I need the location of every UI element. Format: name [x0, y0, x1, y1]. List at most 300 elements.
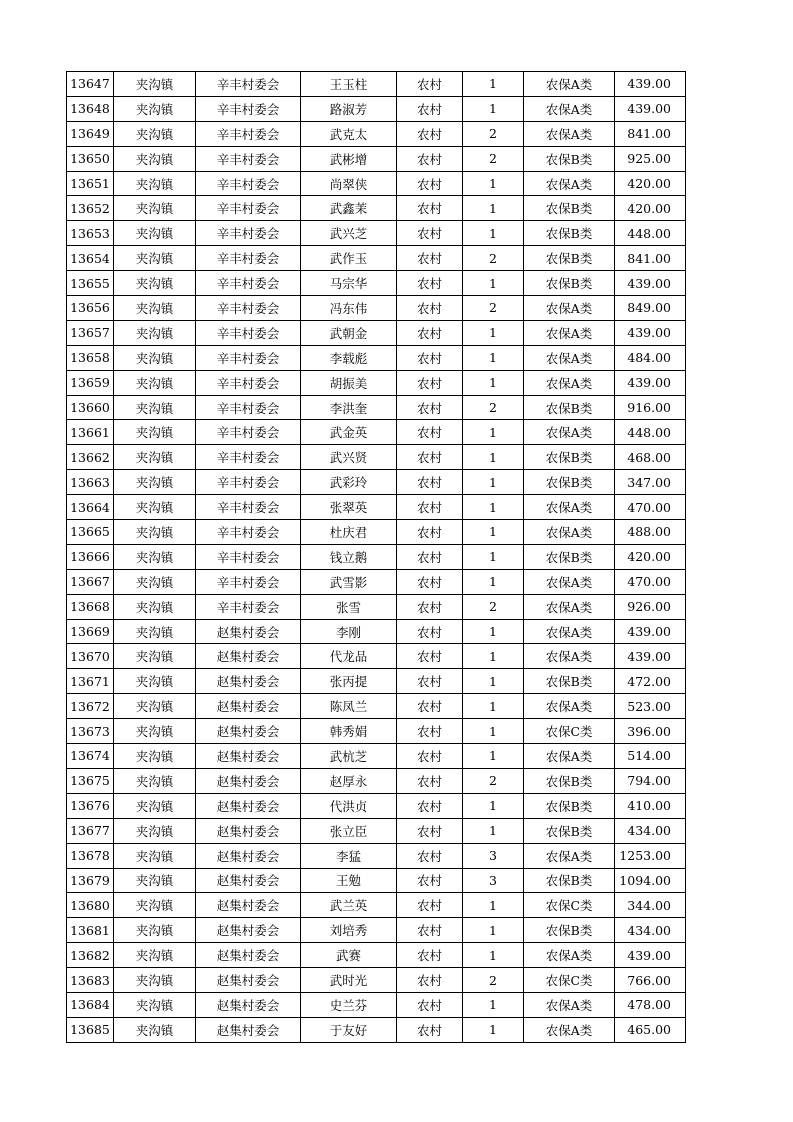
household-size-cell: 2: [463, 121, 524, 146]
town-cell: 夹沟镇: [114, 296, 196, 321]
town-cell: 夹沟镇: [114, 121, 196, 146]
name-cell: 王勉: [301, 868, 397, 893]
area-type-cell: 农村: [397, 818, 463, 843]
record-id-cell: 13672: [67, 694, 114, 719]
household-size-cell: 1: [463, 719, 524, 744]
table-row: [67, 246, 686, 271]
town-cell: 夹沟镇: [114, 1017, 196, 1042]
household-size-cell: 1: [463, 818, 524, 843]
household-size-cell: 3: [463, 843, 524, 868]
village-cell: 辛丰村委会: [196, 370, 301, 395]
amount-cell: 420.00: [615, 544, 686, 569]
table-row: [67, 594, 686, 619]
table-row: [67, 72, 686, 97]
area-type-cell: 农村: [397, 644, 463, 669]
record-id-cell: 13652: [67, 196, 114, 221]
record-id-cell: 13684: [67, 992, 114, 1017]
name-cell: 武鑫茉: [301, 196, 397, 221]
village-cell: 辛丰村委会: [196, 420, 301, 445]
area-type-cell: 农村: [397, 744, 463, 769]
record-id-cell: 13685: [67, 1017, 114, 1042]
name-cell: 代洪贞: [301, 793, 397, 818]
category-cell: 农保A类: [524, 370, 615, 395]
household-size-cell: 1: [463, 221, 524, 246]
name-cell: 冯东伟: [301, 296, 397, 321]
area-type-cell: 农村: [397, 719, 463, 744]
name-cell: 武雪影: [301, 569, 397, 594]
town-cell: 夹沟镇: [114, 345, 196, 370]
area-type-cell: 农村: [397, 72, 463, 97]
area-type-cell: 农村: [397, 619, 463, 644]
record-id-cell: 13681: [67, 918, 114, 943]
area-type-cell: 农村: [397, 893, 463, 918]
area-type-cell: 农村: [397, 445, 463, 470]
town-cell: 夹沟镇: [114, 694, 196, 719]
area-type-cell: 农村: [397, 246, 463, 271]
record-id-cell: 13664: [67, 495, 114, 520]
household-size-cell: 2: [463, 594, 524, 619]
name-cell: 李刚: [301, 619, 397, 644]
household-size-cell: 1: [463, 893, 524, 918]
amount-cell: 434.00: [615, 918, 686, 943]
town-cell: 夹沟镇: [114, 196, 196, 221]
village-cell: 辛丰村委会: [196, 569, 301, 594]
table-row: [67, 96, 686, 121]
category-cell: 农保B类: [524, 768, 615, 793]
household-size-cell: 1: [463, 992, 524, 1017]
table-row: [67, 370, 686, 395]
household-size-cell: 1: [463, 271, 524, 296]
category-cell: 农保B类: [524, 271, 615, 296]
table-row: [67, 893, 686, 918]
name-cell: 武金英: [301, 420, 397, 445]
name-cell: 赵厚永: [301, 768, 397, 793]
village-cell: 辛丰村委会: [196, 96, 301, 121]
village-cell: 辛丰村委会: [196, 520, 301, 545]
table-row: [67, 569, 686, 594]
area-type-cell: 农村: [397, 992, 463, 1017]
table-row: [67, 520, 686, 545]
area-type-cell: 农村: [397, 669, 463, 694]
name-cell: 武朝金: [301, 320, 397, 345]
village-cell: 辛丰村委会: [196, 121, 301, 146]
household-size-cell: 1: [463, 669, 524, 694]
amount-cell: 470.00: [615, 569, 686, 594]
household-size-cell: 2: [463, 768, 524, 793]
amount-cell: 439.00: [615, 619, 686, 644]
record-id-cell: 13660: [67, 395, 114, 420]
area-type-cell: 农村: [397, 146, 463, 171]
table-row: [67, 843, 686, 868]
town-cell: 夹沟镇: [114, 72, 196, 97]
record-id-cell: 13667: [67, 569, 114, 594]
category-cell: 农保B类: [524, 793, 615, 818]
table-row: [67, 296, 686, 321]
category-cell: 农保A类: [524, 943, 615, 968]
village-cell: 赵集村委会: [196, 768, 301, 793]
record-id-cell: 13683: [67, 968, 114, 993]
record-id-cell: 13659: [67, 370, 114, 395]
area-type-cell: 农村: [397, 868, 463, 893]
amount-cell: 849.00: [615, 296, 686, 321]
record-id-cell: 13649: [67, 121, 114, 146]
name-cell: 钱立鹅: [301, 544, 397, 569]
category-cell: 农保A类: [524, 96, 615, 121]
town-cell: 夹沟镇: [114, 221, 196, 246]
town-cell: 夹沟镇: [114, 420, 196, 445]
town-cell: 夹沟镇: [114, 719, 196, 744]
category-cell: 农保A类: [524, 644, 615, 669]
household-size-cell: 1: [463, 943, 524, 968]
area-type-cell: 农村: [397, 370, 463, 395]
record-id-cell: 13666: [67, 544, 114, 569]
category-cell: 农保B类: [524, 918, 615, 943]
amount-cell: 439.00: [615, 644, 686, 669]
amount-cell: 347.00: [615, 470, 686, 495]
area-type-cell: 农村: [397, 495, 463, 520]
area-type-cell: 农村: [397, 694, 463, 719]
category-cell: 农保B类: [524, 868, 615, 893]
village-cell: 辛丰村委会: [196, 445, 301, 470]
household-size-cell: 1: [463, 520, 524, 545]
household-size-cell: 1: [463, 96, 524, 121]
town-cell: 夹沟镇: [114, 868, 196, 893]
town-cell: 夹沟镇: [114, 395, 196, 420]
village-cell: 辛丰村委会: [196, 395, 301, 420]
village-cell: 赵集村委会: [196, 992, 301, 1017]
category-cell: 农保A类: [524, 121, 615, 146]
town-cell: 夹沟镇: [114, 893, 196, 918]
village-cell: 辛丰村委会: [196, 196, 301, 221]
town-cell: 夹沟镇: [114, 768, 196, 793]
household-size-cell: 1: [463, 370, 524, 395]
amount-cell: 396.00: [615, 719, 686, 744]
village-cell: 赵集村委会: [196, 619, 301, 644]
record-id-cell: 13680: [67, 893, 114, 918]
amount-cell: 448.00: [615, 420, 686, 445]
record-id-cell: 13658: [67, 345, 114, 370]
table-row: [67, 992, 686, 1017]
area-type-cell: 农村: [397, 968, 463, 993]
amount-cell: 439.00: [615, 943, 686, 968]
category-cell: 农保A类: [524, 694, 615, 719]
village-cell: 辛丰村委会: [196, 470, 301, 495]
area-type-cell: 农村: [397, 793, 463, 818]
household-size-cell: 2: [463, 395, 524, 420]
amount-cell: 420.00: [615, 196, 686, 221]
household-size-cell: 2: [463, 968, 524, 993]
area-type-cell: 农村: [397, 843, 463, 868]
household-size-cell: 1: [463, 495, 524, 520]
household-size-cell: 1: [463, 72, 524, 97]
name-cell: 陈凤兰: [301, 694, 397, 719]
record-id-cell: 13673: [67, 719, 114, 744]
record-id-cell: 13679: [67, 868, 114, 893]
area-type-cell: 农村: [397, 594, 463, 619]
category-cell: 农保B类: [524, 146, 615, 171]
record-id-cell: 13661: [67, 420, 114, 445]
household-size-cell: 3: [463, 868, 524, 893]
village-cell: 辛丰村委会: [196, 271, 301, 296]
area-type-cell: 农村: [397, 544, 463, 569]
table-row: [67, 495, 686, 520]
record-id-cell: 13662: [67, 445, 114, 470]
household-size-cell: 1: [463, 171, 524, 196]
record-id-cell: 13648: [67, 96, 114, 121]
record-id-cell: 13675: [67, 768, 114, 793]
town-cell: 夹沟镇: [114, 843, 196, 868]
category-cell: 农保A类: [524, 420, 615, 445]
category-cell: 农保B类: [524, 445, 615, 470]
area-type-cell: 农村: [397, 221, 463, 246]
record-id-cell: 13671: [67, 669, 114, 694]
amount-cell: 410.00: [615, 793, 686, 818]
village-cell: 辛丰村委会: [196, 246, 301, 271]
name-cell: 杜庆君: [301, 520, 397, 545]
village-cell: 辛丰村委会: [196, 146, 301, 171]
village-cell: 赵集村委会: [196, 669, 301, 694]
area-type-cell: 农村: [397, 196, 463, 221]
table-row: [67, 744, 686, 769]
town-cell: 夹沟镇: [114, 320, 196, 345]
table-row: [67, 420, 686, 445]
town-cell: 夹沟镇: [114, 968, 196, 993]
name-cell: 武彩玲: [301, 470, 397, 495]
household-size-cell: 1: [463, 345, 524, 370]
household-size-cell: 1: [463, 694, 524, 719]
household-size-cell: 2: [463, 246, 524, 271]
record-id-cell: 13676: [67, 793, 114, 818]
record-id-cell: 13650: [67, 146, 114, 171]
table-row: [67, 395, 686, 420]
town-cell: 夹沟镇: [114, 495, 196, 520]
name-cell: 尚翠侠: [301, 171, 397, 196]
town-cell: 夹沟镇: [114, 470, 196, 495]
table-row: [67, 793, 686, 818]
table-row: [67, 320, 686, 345]
record-id-cell: 13653: [67, 221, 114, 246]
village-cell: 赵集村委会: [196, 918, 301, 943]
household-size-cell: 1: [463, 445, 524, 470]
amount-cell: 1094.00: [615, 868, 686, 893]
village-cell: 赵集村委会: [196, 943, 301, 968]
table-row: [67, 619, 686, 644]
table-row: [67, 918, 686, 943]
household-size-cell: 1: [463, 918, 524, 943]
area-type-cell: 农村: [397, 320, 463, 345]
record-id-cell: 13668: [67, 594, 114, 619]
table-row: [67, 868, 686, 893]
name-cell: 代龙品: [301, 644, 397, 669]
village-cell: 赵集村委会: [196, 968, 301, 993]
area-type-cell: 农村: [397, 96, 463, 121]
village-cell: 赵集村委会: [196, 818, 301, 843]
category-cell: 农保A类: [524, 320, 615, 345]
record-id-cell: 13655: [67, 271, 114, 296]
household-size-cell: 1: [463, 569, 524, 594]
household-size-cell: 1: [463, 793, 524, 818]
category-cell: 农保B类: [524, 395, 615, 420]
category-cell: 农保B类: [524, 246, 615, 271]
name-cell: 胡振美: [301, 370, 397, 395]
household-size-cell: 1: [463, 320, 524, 345]
category-cell: 农保A类: [524, 619, 615, 644]
amount-cell: 420.00: [615, 171, 686, 196]
table-row: [67, 694, 686, 719]
village-cell: 赵集村委会: [196, 868, 301, 893]
category-cell: 农保A类: [524, 495, 615, 520]
name-cell: 韩秀娟: [301, 719, 397, 744]
town-cell: 夹沟镇: [114, 943, 196, 968]
category-cell: 农保C类: [524, 719, 615, 744]
name-cell: 武兴贤: [301, 445, 397, 470]
amount-cell: 468.00: [615, 445, 686, 470]
table-row: [67, 644, 686, 669]
name-cell: 于友好: [301, 1017, 397, 1042]
village-cell: 辛丰村委会: [196, 544, 301, 569]
category-cell: 农保A类: [524, 594, 615, 619]
area-type-cell: 农村: [397, 470, 463, 495]
record-id-cell: 13674: [67, 744, 114, 769]
table-row: [67, 221, 686, 246]
household-size-cell: 1: [463, 470, 524, 495]
category-cell: 农保A类: [524, 744, 615, 769]
table-row: [67, 818, 686, 843]
town-cell: 夹沟镇: [114, 544, 196, 569]
amount-cell: 488.00: [615, 520, 686, 545]
town-cell: 夹沟镇: [114, 744, 196, 769]
amount-cell: 478.00: [615, 992, 686, 1017]
category-cell: 农保C类: [524, 893, 615, 918]
table-row: [67, 768, 686, 793]
name-cell: 马宗华: [301, 271, 397, 296]
town-cell: 夹沟镇: [114, 171, 196, 196]
table-row: [67, 968, 686, 993]
town-cell: 夹沟镇: [114, 146, 196, 171]
name-cell: 武杭芝: [301, 744, 397, 769]
name-cell: 武兰英: [301, 893, 397, 918]
household-size-cell: 1: [463, 544, 524, 569]
area-type-cell: 农村: [397, 768, 463, 793]
town-cell: 夹沟镇: [114, 644, 196, 669]
name-cell: 路淑芳: [301, 96, 397, 121]
household-size-cell: 1: [463, 644, 524, 669]
household-size-cell: 2: [463, 146, 524, 171]
area-type-cell: 农村: [397, 121, 463, 146]
town-cell: 夹沟镇: [114, 370, 196, 395]
household-size-cell: 1: [463, 744, 524, 769]
village-cell: 赵集村委会: [196, 793, 301, 818]
record-id-cell: 13670: [67, 644, 114, 669]
record-id-cell: 13665: [67, 520, 114, 545]
area-type-cell: 农村: [397, 345, 463, 370]
record-id-cell: 13657: [67, 320, 114, 345]
records-body: [67, 72, 686, 1043]
area-type-cell: 农村: [397, 943, 463, 968]
category-cell: 农保B类: [524, 669, 615, 694]
table-row: [67, 345, 686, 370]
category-cell: 农保A类: [524, 569, 615, 594]
area-type-cell: 农村: [397, 918, 463, 943]
village-cell: 辛丰村委会: [196, 296, 301, 321]
town-cell: 夹沟镇: [114, 619, 196, 644]
name-cell: 张丙提: [301, 669, 397, 694]
amount-cell: 916.00: [615, 395, 686, 420]
amount-cell: 841.00: [615, 121, 686, 146]
village-cell: 辛丰村委会: [196, 345, 301, 370]
area-type-cell: 农村: [397, 271, 463, 296]
table-row: [67, 943, 686, 968]
category-cell: 农保C类: [524, 968, 615, 993]
village-cell: 赵集村委会: [196, 644, 301, 669]
town-cell: 夹沟镇: [114, 271, 196, 296]
table-row: [67, 1017, 686, 1042]
village-cell: 辛丰村委会: [196, 594, 301, 619]
amount-cell: 439.00: [615, 271, 686, 296]
category-cell: 农保A类: [524, 72, 615, 97]
village-cell: 辛丰村委会: [196, 320, 301, 345]
area-type-cell: 农村: [397, 520, 463, 545]
category-cell: 农保B类: [524, 544, 615, 569]
table-row: [67, 271, 686, 296]
town-cell: 夹沟镇: [114, 246, 196, 271]
town-cell: 夹沟镇: [114, 569, 196, 594]
name-cell: 武作玉: [301, 246, 397, 271]
name-cell: 李洪奎: [301, 395, 397, 420]
area-type-cell: 农村: [397, 296, 463, 321]
area-type-cell: 农村: [397, 171, 463, 196]
town-cell: 夹沟镇: [114, 520, 196, 545]
category-cell: 农保B类: [524, 818, 615, 843]
name-cell: 张立臣: [301, 818, 397, 843]
amount-cell: 448.00: [615, 221, 686, 246]
record-id-cell: 13647: [67, 72, 114, 97]
village-cell: 辛丰村委会: [196, 495, 301, 520]
category-cell: 农保A类: [524, 345, 615, 370]
amount-cell: 925.00: [615, 146, 686, 171]
amount-cell: 439.00: [615, 72, 686, 97]
category-cell: 农保A类: [524, 171, 615, 196]
category-cell: 农保A类: [524, 992, 615, 1017]
record-id-cell: 13651: [67, 171, 114, 196]
record-id-cell: 13682: [67, 943, 114, 968]
amount-cell: 434.00: [615, 818, 686, 843]
record-id-cell: 13656: [67, 296, 114, 321]
name-cell: 武彬增: [301, 146, 397, 171]
category-cell: 农保B类: [524, 470, 615, 495]
table-row: [67, 544, 686, 569]
area-type-cell: 农村: [397, 569, 463, 594]
household-size-cell: 1: [463, 1017, 524, 1042]
table-row: [67, 719, 686, 744]
amount-cell: 484.00: [615, 345, 686, 370]
village-cell: 辛丰村委会: [196, 72, 301, 97]
table-row: [67, 146, 686, 171]
amount-cell: 465.00: [615, 1017, 686, 1042]
amount-cell: 926.00: [615, 594, 686, 619]
name-cell: 武时光: [301, 968, 397, 993]
amount-cell: 439.00: [615, 320, 686, 345]
category-cell: 农保A类: [524, 520, 615, 545]
table-row: [67, 445, 686, 470]
amount-cell: 439.00: [615, 370, 686, 395]
village-cell: 辛丰村委会: [196, 221, 301, 246]
household-size-cell: 1: [463, 420, 524, 445]
village-cell: 赵集村委会: [196, 843, 301, 868]
name-cell: 武赛: [301, 943, 397, 968]
table-row: [67, 171, 686, 196]
record-id-cell: 13669: [67, 619, 114, 644]
